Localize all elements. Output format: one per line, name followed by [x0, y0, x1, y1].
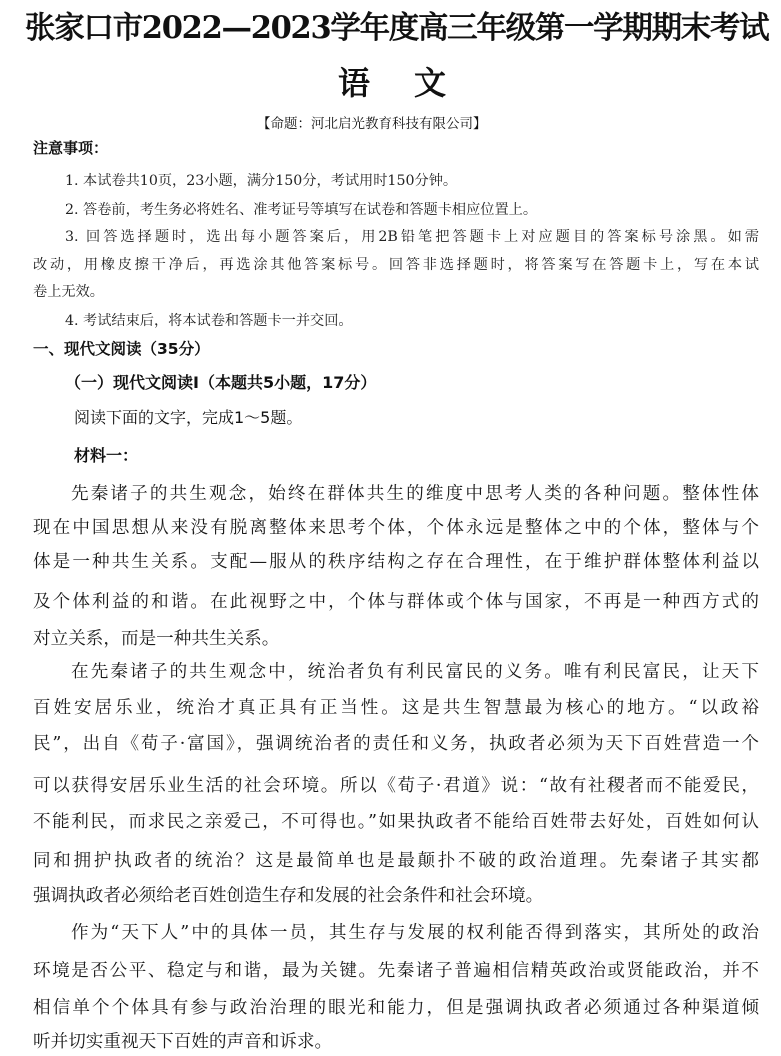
passage-line: 现在中国思想从来没有脱离整体来思考个体，个体永远是整体之中的个体，整体与个: [33, 518, 759, 538]
passage-line: 百姓安居乐业，统治才真正具有正当性。这是共生智慧最为核心的地方。“以政裕: [33, 698, 759, 718]
passage-line: 及个体利益的和谐。在此视野之中，个体与群体或个体与国家，不再是一种西方式的: [33, 592, 759, 612]
passage-line: 在先秦诸子的共生观念中，统治者负有利民富民的义务。唯有利民富民，让天下: [71, 662, 759, 682]
notice-item-4: 4. 考试结束后，将本试卷和答题卡一并交回。: [65, 313, 353, 329]
notice-item-3-end: 卷上无效。: [33, 284, 104, 300]
passage-line: 听并切实重视天下百姓的声音和诉求。: [33, 1032, 333, 1052]
passage-line: 对立关系，而是一种共生关系。: [33, 629, 280, 649]
passage-line: 民”，出自《荀子·富国》，强调统治者的责任和义务，执政者必须为天下百姓营造一个: [33, 734, 759, 754]
exam-title: 张家口市2022—2023学年度高三年级第一学期期末考试: [25, 10, 769, 46]
passage-line: 环境是否公平、稳定与和谐，最为关键。先秦诸子普遍相信精英政治或贤能政治，并不: [33, 961, 759, 981]
passage-line: 相信单个个体具有参与政治治理的眼光和能力，但是强调执政者必须通过各种渠道倾: [33, 998, 759, 1018]
notice-item-1: 1. 本试卷共10页，23小题，满分150分，考试用时150分钟。: [65, 173, 458, 189]
notice-item-2: 2. 答卷前，考生务必将姓名、准考证号等填写在试卷和答题卡相应位置上。: [65, 202, 538, 218]
passage-line: 不能利民，而求民之亲爱己，不可得也。”如果执政者不能给百姓带去好处，百姓如何认: [33, 812, 759, 832]
subject-title: 语文: [338, 64, 491, 102]
passage-line: 同和拥护执政者的统治？这是最简单也是最颠扑不破的政治道理。先秦诸子其实都: [33, 851, 759, 871]
passage-line: 作为“天下人”中的具体一员，其生存与发展的权利能否得到落实，其所处的政治: [71, 923, 759, 943]
passage-line: 体是一种共生关系。支配—服从的秩序结构之存在合理性，在于维护群体整体利益以: [33, 552, 759, 572]
passage-line: 先秦诸子的共生观念，始终在群体共生的维度中思考人类的各种问题。整体性体: [71, 484, 759, 504]
section-heading: 一、现代文阅读（35分）: [33, 340, 210, 358]
passage-line: 可以获得安居乐业生活的社会环境。所以《荀子·君道》说：“故有社稷者而不能爱民，: [33, 776, 759, 796]
notice-item-3-cont: 改动，用橡皮擦干净后，再选涂其他答案标号。回答非选择题时，将答案写在答题卡上，写在本试: [33, 257, 759, 273]
material-label: 材料一：: [74, 446, 139, 465]
notice-item-3: 3. 回答选择题时，选出每小题答案后，用2B铅笔把答题卡上对应题目的答案标号涂黑。如需: [65, 229, 759, 245]
notice-heading: 注意事项：: [33, 139, 109, 157]
passage-line: 强调执政者必须给老百姓创造生存和发展的社会条件和社会环境。: [33, 886, 544, 906]
subsection-heading: （一）现代文阅读Ⅰ（本题共5小题，17分）: [65, 373, 377, 392]
setter-credit: 【命题：河北启光教育科技有限公司】: [257, 116, 487, 132]
reading-instruction: 阅读下面的文字，完成1～5题。: [74, 408, 303, 427]
